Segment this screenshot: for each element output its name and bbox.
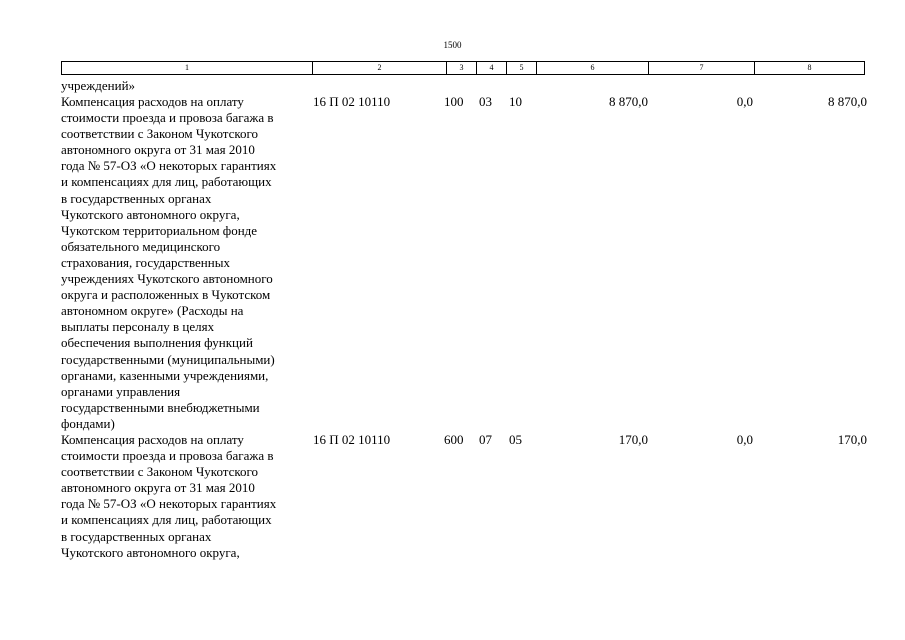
row-value-col6: 8 870,0 bbox=[609, 94, 648, 109]
row-value-col8: 8 870,0 bbox=[828, 94, 867, 109]
row-value-col6: 170,0 bbox=[618, 431, 648, 447]
header-col-4: 4 bbox=[476, 62, 506, 74]
row-value-col8: 170,0 bbox=[837, 431, 867, 447]
page-number: 1500 bbox=[443, 40, 462, 50]
row-code: 16 П 02 10110 bbox=[313, 94, 391, 109]
header-col-6: 6 bbox=[536, 62, 648, 74]
row-value-col7: 0,0 bbox=[736, 431, 753, 447]
table-header bbox=[61, 61, 865, 75]
row-vr: 100 bbox=[444, 94, 464, 109]
table-body bbox=[61, 78, 871, 561]
table-row bbox=[61, 432, 871, 561]
header-col-8: 8 bbox=[754, 62, 864, 74]
header-col-3: 3 bbox=[446, 62, 476, 74]
row-name: Компенсация расходов на оплату стоимости проезда и провоза багажа в соответствии с Законом Чукотского автономного округа от 31 мая 2010 года № 57-ОЗ «О некоторых гарантиях и компенсациях для лиц, работающих в государственных органах Чукотского автономного округа, bbox=[61, 431, 277, 560]
row-name: Компенсация расходов на оплату стоимости проезда и провоза багажа в соответствии с Законом Чукотского автономного округа от 31 мая 2010 года № 57-ОЗ «О некоторых гарантиях и компенсациях для лиц, работающих в государственных органах Чукотского автономного округа, Чукотском территориальном фонде обязательного медицинского страхования, государственных учреждениях Чукотского автономного округа и расположенных в Чукотском автономном округе» (Расходы на выплаты персоналу в целях обеспечения выполнения функций государственными (муниципальными) органами, казенными учреждениями, органами управления государственными внебюджетными фондами) bbox=[61, 94, 277, 431]
header-col-5: 5 bbox=[506, 62, 536, 74]
header-col-1: 1 bbox=[185, 63, 189, 72]
row-value-col7: 0,0 bbox=[736, 94, 753, 109]
row-code: 16 П 02 10110 bbox=[313, 431, 391, 447]
row-pr: 05 bbox=[509, 431, 522, 447]
row-rz: 03 bbox=[479, 94, 492, 109]
row-pr: 10 bbox=[509, 94, 522, 109]
table-row bbox=[61, 94, 871, 432]
row-rz: 07 bbox=[479, 431, 492, 447]
header-col-2: 2 bbox=[312, 62, 446, 74]
header-col-7: 7 bbox=[648, 62, 754, 74]
continuation-text: учреждений» bbox=[61, 78, 136, 93]
row-vr: 600 bbox=[444, 431, 464, 447]
